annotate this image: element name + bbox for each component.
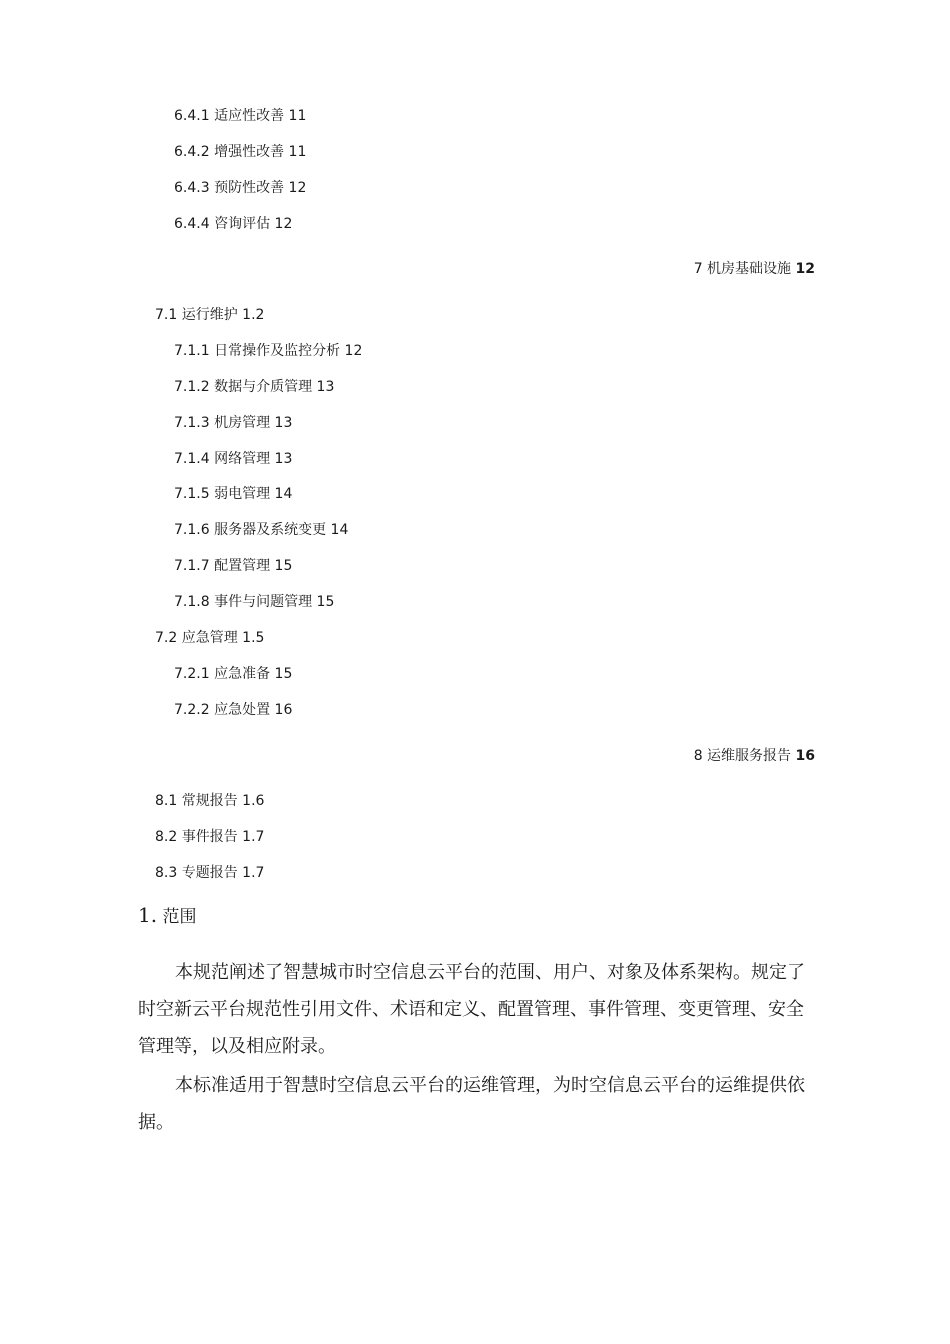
toc-entry-label: 8 运维服务报告 [693, 748, 792, 764]
toc-entry-page: 12 [795, 261, 815, 277]
toc-entry[interactable] [174, 106, 306, 126]
toc-entry-label: 7.1.6 服务器及系统变更 [174, 522, 327, 538]
toc-entry-label: 7.2.1 应急准备 [174, 666, 271, 682]
toc-entry-label: 7.1.8 事件与问题管理 [174, 594, 313, 610]
toc-entry[interactable] [174, 484, 292, 504]
toc-entry-label: 7.1.7 配置管理 [174, 558, 271, 574]
section-title: 范围 [162, 907, 197, 927]
toc-entry-page: 11 [288, 108, 307, 124]
toc-chapter-entry[interactable] [694, 746, 815, 766]
toc-entry-page: 11 [288, 144, 307, 160]
toc-entry-label: 7.1.4 网络管理 [174, 451, 271, 467]
toc-entry[interactable] [174, 520, 348, 540]
section-heading [138, 902, 197, 930]
toc-entry-label: 7.1.1 日常操作及监控分析 [174, 343, 341, 359]
toc-entry-page: 16 [795, 748, 815, 764]
toc-entry[interactable] [155, 863, 264, 883]
toc-entry-label: 6.4.1 适应性改善 [174, 108, 285, 124]
toc-entry[interactable] [174, 377, 334, 397]
toc-chapter-entry[interactable] [694, 259, 815, 279]
toc-entry[interactable] [174, 142, 306, 162]
toc-entry[interactable] [174, 592, 334, 612]
toc-entry-page: 1.6 [242, 793, 265, 809]
toc-entry[interactable] [174, 413, 292, 433]
toc-entry-page: 14 [330, 522, 349, 538]
toc-entry[interactable] [174, 214, 292, 234]
toc-entry-label: 7.1 运行维护 [155, 307, 238, 323]
toc-entry-label: 7.2 应急管理 [155, 630, 238, 646]
toc-entry-page: 1.7 [242, 865, 265, 881]
toc-entry-label: 7.1.5 弱电管理 [174, 486, 271, 502]
toc-entry-label: 7 机房基础设施 [693, 261, 792, 277]
toc-entry[interactable] [174, 449, 292, 469]
toc-entry[interactable] [155, 305, 264, 325]
body-paragraph: 本规范阐述了智慧城市时空信息云平台的范围、用户、对象及体系架构。规定了时空新云平台规范性引用文件、术语和定义、配置管理、事件管理、变更管理、安全管理等，以及相应附录。 [138, 962, 805, 1057]
toc-entry-page: 12 [288, 180, 307, 196]
toc-entry-page: 16 [274, 702, 293, 718]
body-paragraph: 本标准适用于智慧时空信息云平台的运维管理，为时空信息云平台的运维提供依据。 [138, 1075, 805, 1133]
toc-entry[interactable] [155, 791, 264, 811]
toc-entry-page: 13 [316, 379, 335, 395]
toc-entry-page: 14 [274, 486, 293, 502]
toc-entry-label: 7.1.3 机房管理 [174, 415, 271, 431]
toc-entry-page: 1.5 [242, 630, 265, 646]
toc-entry[interactable] [155, 827, 264, 847]
toc-entry-page: 13 [274, 415, 293, 431]
toc-entry-label: 8.2 事件报告 [155, 829, 238, 845]
toc-entry[interactable] [155, 628, 264, 648]
toc-entry-page: 15 [274, 666, 293, 682]
toc-entry-label: 7.2.2 应急处置 [174, 702, 271, 718]
toc-entry-label: 6.4.3 预防性改善 [174, 180, 285, 196]
toc-entry-label: 7.1.2 数据与介质管理 [174, 379, 313, 395]
toc-entry-label: 8.3 专题报告 [155, 865, 238, 881]
toc-entry-page: 1.2 [242, 307, 265, 323]
toc-entry[interactable] [174, 556, 292, 576]
toc-entry-page: 13 [274, 451, 293, 467]
toc-entry-page: 15 [316, 594, 335, 610]
toc-entry-label: 6.4.2 增强性改善 [174, 144, 285, 160]
toc-entry[interactable] [174, 664, 292, 684]
toc-entry[interactable] [174, 341, 362, 361]
toc-entry-label: 8.1 常规报告 [155, 793, 238, 809]
toc-entry-page: 1.7 [242, 829, 265, 845]
toc-entry-page: 12 [274, 216, 293, 232]
toc-entry[interactable] [174, 700, 292, 720]
toc-entry[interactable] [174, 178, 306, 198]
toc-entry-label: 6.4.4 咨询评估 [174, 216, 271, 232]
section-number: 1. [138, 903, 158, 927]
toc-entry-page: 15 [274, 558, 293, 574]
toc-entry-page: 12 [344, 343, 363, 359]
